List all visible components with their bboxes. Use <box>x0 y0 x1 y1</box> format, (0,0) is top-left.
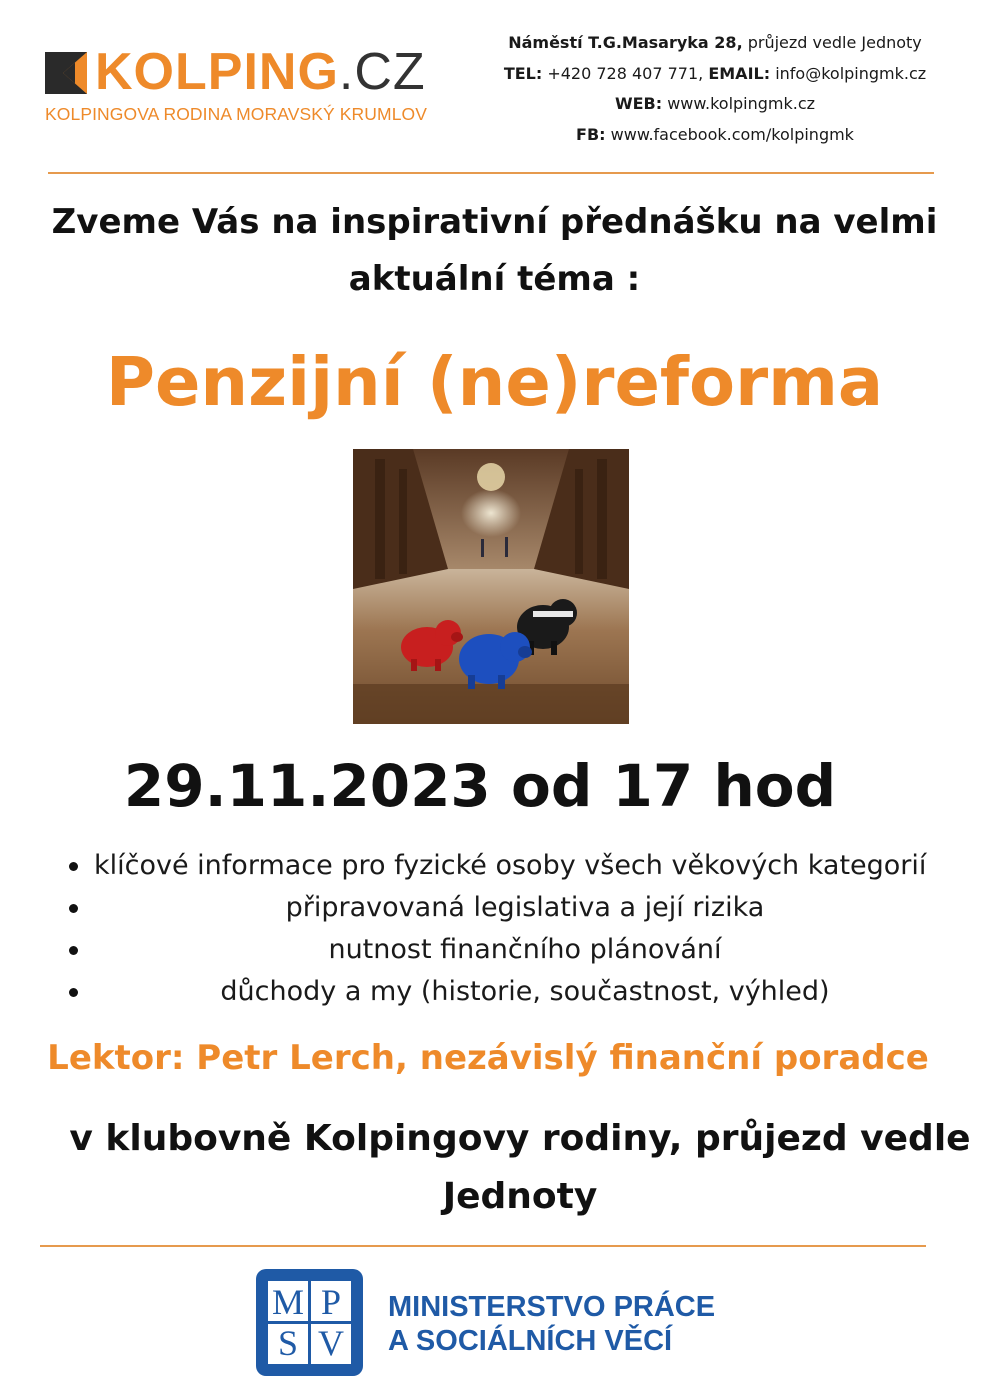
contact-web: WEB: www.kolpingmk.cz <box>614 94 816 113</box>
kolping-logo <box>45 43 475 128</box>
lecture-title: Penzijní (ne)reforma <box>105 343 884 421</box>
venue-line-2: Jednoty <box>442 1176 598 1217</box>
invitation-text <box>0 194 989 308</box>
invitation-line-1: Zveme Vás na inspirativní přednášku na velmi <box>51 202 938 242</box>
topic-item: nutnost finančního plánování <box>60 930 960 972</box>
ministry-line-2: A SOCIÁLNÍCH VĚCÍ <box>388 1325 673 1357</box>
top-divider <box>48 172 934 174</box>
svg-text:M: M <box>271 1282 305 1322</box>
ministry-line-1: MINISTERSTVO PRÁCE <box>388 1291 716 1323</box>
contact-phone-email: TEL: +420 728 407 771, EMAIL: info@kolpingmk.cz <box>503 63 927 83</box>
logo-wordmark <box>95 42 426 102</box>
topic-item: důchody a my (historie, součastnost, výhled) <box>60 972 960 1014</box>
logo-suffix: .CZ <box>338 43 426 101</box>
venue-text <box>40 1110 989 1226</box>
invitation-line-2: aktuální téma : <box>348 259 641 299</box>
svg-text:S: S <box>277 1323 299 1363</box>
kolping-k-icon <box>45 52 87 94</box>
contact-address: Náměstí T.G.Masaryka 28, průjezd vedle Jednoty <box>508 33 922 52</box>
piggy-banks-photo <box>353 449 629 724</box>
topic-list <box>60 846 960 1014</box>
topic-item: klíčové informace pro fyzické osoby všech věkových kategorií <box>60 846 960 888</box>
mpsv-logo-icon <box>254 1267 365 1378</box>
topic-item: připravovaná legislativa a její rizika <box>60 888 960 930</box>
logo-brand: KOLPING <box>95 43 339 101</box>
ministry-name <box>388 1290 715 1358</box>
logo-subtitle: KOLPINGOVA RODINA MORAVSKÝ KRUMLOV <box>45 104 428 124</box>
event-date: 29.11.2023 od 17 hod <box>123 752 837 820</box>
contact-facebook: FB: www.facebook.com/kolpingmk <box>576 124 854 144</box>
bottom-divider <box>40 1245 926 1247</box>
svg-text:V: V <box>318 1323 344 1363</box>
contact-block <box>480 28 950 150</box>
svg-text:P: P <box>320 1282 342 1322</box>
venue-line-1: v klubovně Kolpingovy rodiny, průjezd vedle <box>69 1118 971 1159</box>
lecturer-line: Lektor: Petr Lerch, nezávislý finanční poradce <box>47 1038 929 1078</box>
